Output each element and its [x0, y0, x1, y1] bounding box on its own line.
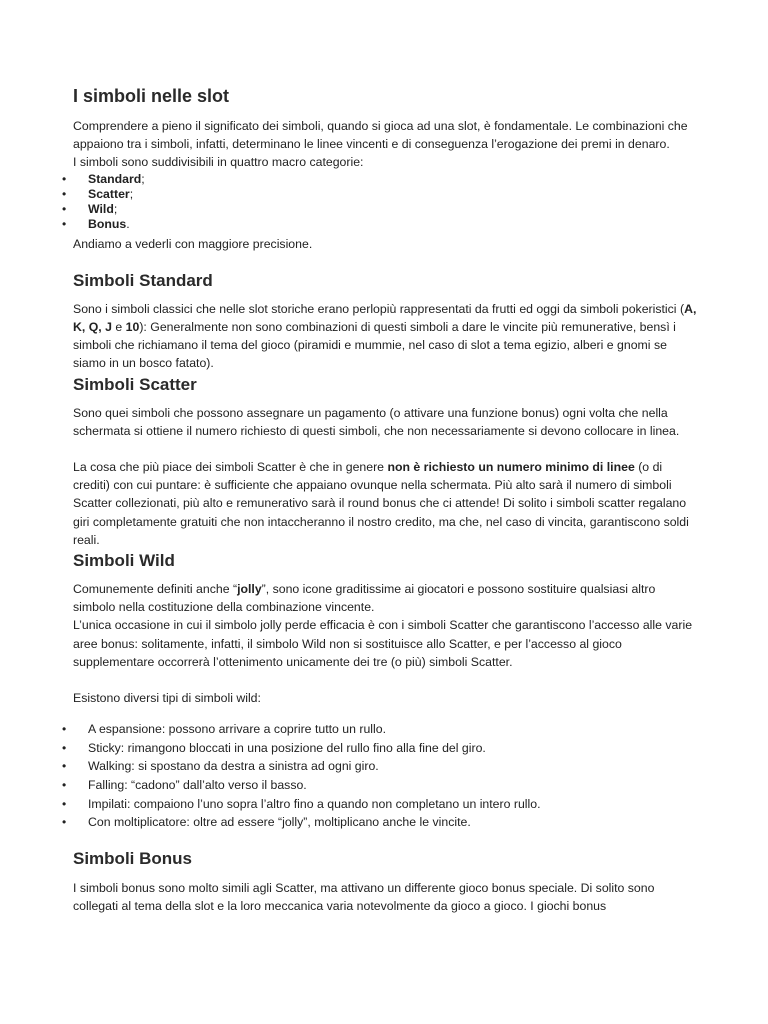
- list-item: • Falling: “cadono” dall’alto verso il basso.: [73, 776, 698, 795]
- standard-paragraph: Sono i simboli classici che nelle slot storiche erano perlopiù rappresentati da frutti ed oggi da simboli pokeristici (A, K, Q, J e 10): Generalmente non sono combinazioni di questi simboli a dare le vincite più remunerative, bensì i simboli che richiamano il tema del gioco (piramidi e mummie, nel caso di slot a tema egizio, alberi e gnomi se siamo in un bosco fatato).: [73, 301, 697, 371]
- wild-paragraph-1: Comunemente definiti anche “jolly”, sono icone graditissime ai giocatori e possono sostituire qualsiasi altro simbolo nella costituzione della combinazione vincente.: [73, 582, 656, 615]
- page-title: I simboli nelle slot: [73, 86, 230, 106]
- list-item: • Standard;: [73, 172, 698, 187]
- scatter-paragraph-1: Sono quei simboli che possono assegnare un pagamento (o attivare una funzione bonus) ogni volta che nella schermata si ottiene il numero richiesto di questi simboli, che non necessariamente si devono collocare in linea.: [73, 405, 680, 438]
- section-heading-wild: Simboli Wild: [73, 551, 175, 571]
- categories-list: [73, 172, 698, 232]
- section-heading-scatter: Simboli Scatter: [73, 374, 197, 394]
- categories-lead: I simboli sono suddivisibili in quattro macro categorie:: [73, 155, 364, 170]
- list-item: • Walking: si spostano da destra a sinistra ad ogni giro.: [73, 757, 698, 776]
- intro-paragraph: Comprendere a pieno il significato dei simboli, quando si gioca ad una slot, è fondamentale. Le combinazioni che appaiono tra i simboli, infatti, determinano le linee vincenti e di conseguenza l’erogazione dei premi in denaro.: [73, 119, 688, 152]
- intro-closing: Andiamo a vederli con maggiore precisione.: [73, 236, 313, 251]
- wild-paragraph-2: L’unica occasione in cui il simbolo jolly perde efficacia è con i simboli Scatter che garantiscono l’accesso alle varie aree bonus: solitamente, infatti, il simbolo Wild non si sostituisce allo Scatter, e per l’accesso al gioco supplementare occorrerà l’ottenimento unicamente dei tre (o più) simboli Scatter.: [73, 618, 693, 669]
- document-page: [73, 84, 698, 915]
- list-item: • Con moltiplicatore: oltre ad essere “jolly”, moltiplicano anche le vincite.: [73, 813, 698, 832]
- list-item: • Bonus.: [73, 217, 698, 232]
- section-heading-standard: Simboli Standard: [73, 270, 213, 290]
- bonus-paragraph: I simboli bonus sono molto simili agli Scatter, ma attivano un differente gioco bonus speciale. Di solito sono collegati al tema della slot e la loro meccanica varia notevolmente da gioco a gioco. I giochi bonus: [73, 880, 655, 914]
- list-item: • Impilati: compaiono l’uno sopra l’altro fino a quando non completano un intero rullo.: [73, 795, 698, 814]
- wild-types-list: [73, 720, 698, 832]
- wild-types-lead: Esistono diversi tipi di simboli wild:: [73, 691, 261, 706]
- section-heading-bonus: Simboli Bonus: [73, 848, 192, 868]
- list-item: • Sticky: rimangono bloccati in una posizione del rullo fino alla fine del giro.: [73, 739, 698, 758]
- list-item: • Scatter;: [73, 187, 698, 202]
- list-item: • Wild;: [73, 202, 698, 217]
- scatter-paragraph-2: La cosa che più piace dei simboli Scatter è che in genere non è richiesto un numero minimo di linee (o di crediti) con cui puntare: è sufficiente che appaiano ovunque nella schermata. Più alto sarà il numero di simboli Scatter collezionati, più alto e remunerativo sarà il round bonus che ci attende! Di solito i simboli scatter regalano giri completamente gratuiti che non intaccheranno il nostro credito, ma che, nel caso di vincita, garantiscono soldi reali.: [73, 460, 689, 547]
- list-item: • A espansione: possono arrivare a coprire tutto un rullo.: [73, 720, 698, 739]
